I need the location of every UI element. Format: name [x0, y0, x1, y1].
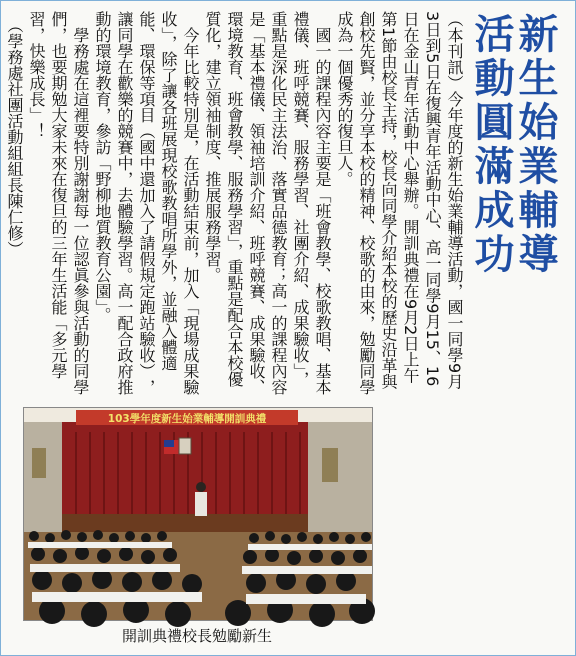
headline-line-2: 活動圓滿成功: [468, 13, 515, 277]
stage-banner-text: 103學年度新生始業輔導開訓典禮: [107, 413, 267, 425]
headline-line-1: 新生始業輔導: [512, 13, 559, 277]
article-paragraph-4: 學務處在這裡要特別謝謝每一位認眞參與活動的同學們，也要期勉大家未來在復旦的三年生活能「多元學習，快樂成長」！: [27, 11, 90, 395]
article-paragraph-3: 今年比較特別是，在活動結束前，加入「現場成果驗收」，除了讓各班展現校歌教唱所學外，並融入體適能、環保等項目︵國中還加入了請假規定跑站驗收︶，讓同學在歡樂的競賽中，去體驗學習。高一配合政府推動的環境教育，參訪「野柳地質教育公園」。: [93, 11, 200, 395]
article-signature: ︵學務處社團活動組組長陳仁修︶: [5, 17, 24, 257]
article-paragraph-1: ︵本刊訊︶今年度的新生始業輔導活動，國一同學9月3日到5日在復興青年活動中心、高一同學9月15、16日在金山青年活動中心舉辦。開訓典禮在9月2日上午第1節由校長主持，校長向同學介紹本校的歷史沿革與創校先賢，並分享本校的精神、校歌的由來，勉勵同學成為一個優秀的復旦人。: [335, 11, 464, 395]
article-paragraph-2: 國一的課程內容主要是「班會教學、校歌教唱、基本禮儀、班呼競賽、服務學習、社團介紹、成果驗收」，重點是深化民主法治、落實品德教育；高一的課程內容是「基本禮儀、領袖培訓介紹、班呼競賽、成果驗收、環境教育、班會教學、服務學習」，重點是配合本校優質化，建立領袖制度、推展服務學習。: [203, 11, 332, 395]
photo-caption: 開訓典禮校長勉勵新生: [121, 627, 272, 645]
article-body: [5, 11, 465, 397]
ceremony-photo: [23, 407, 373, 621]
